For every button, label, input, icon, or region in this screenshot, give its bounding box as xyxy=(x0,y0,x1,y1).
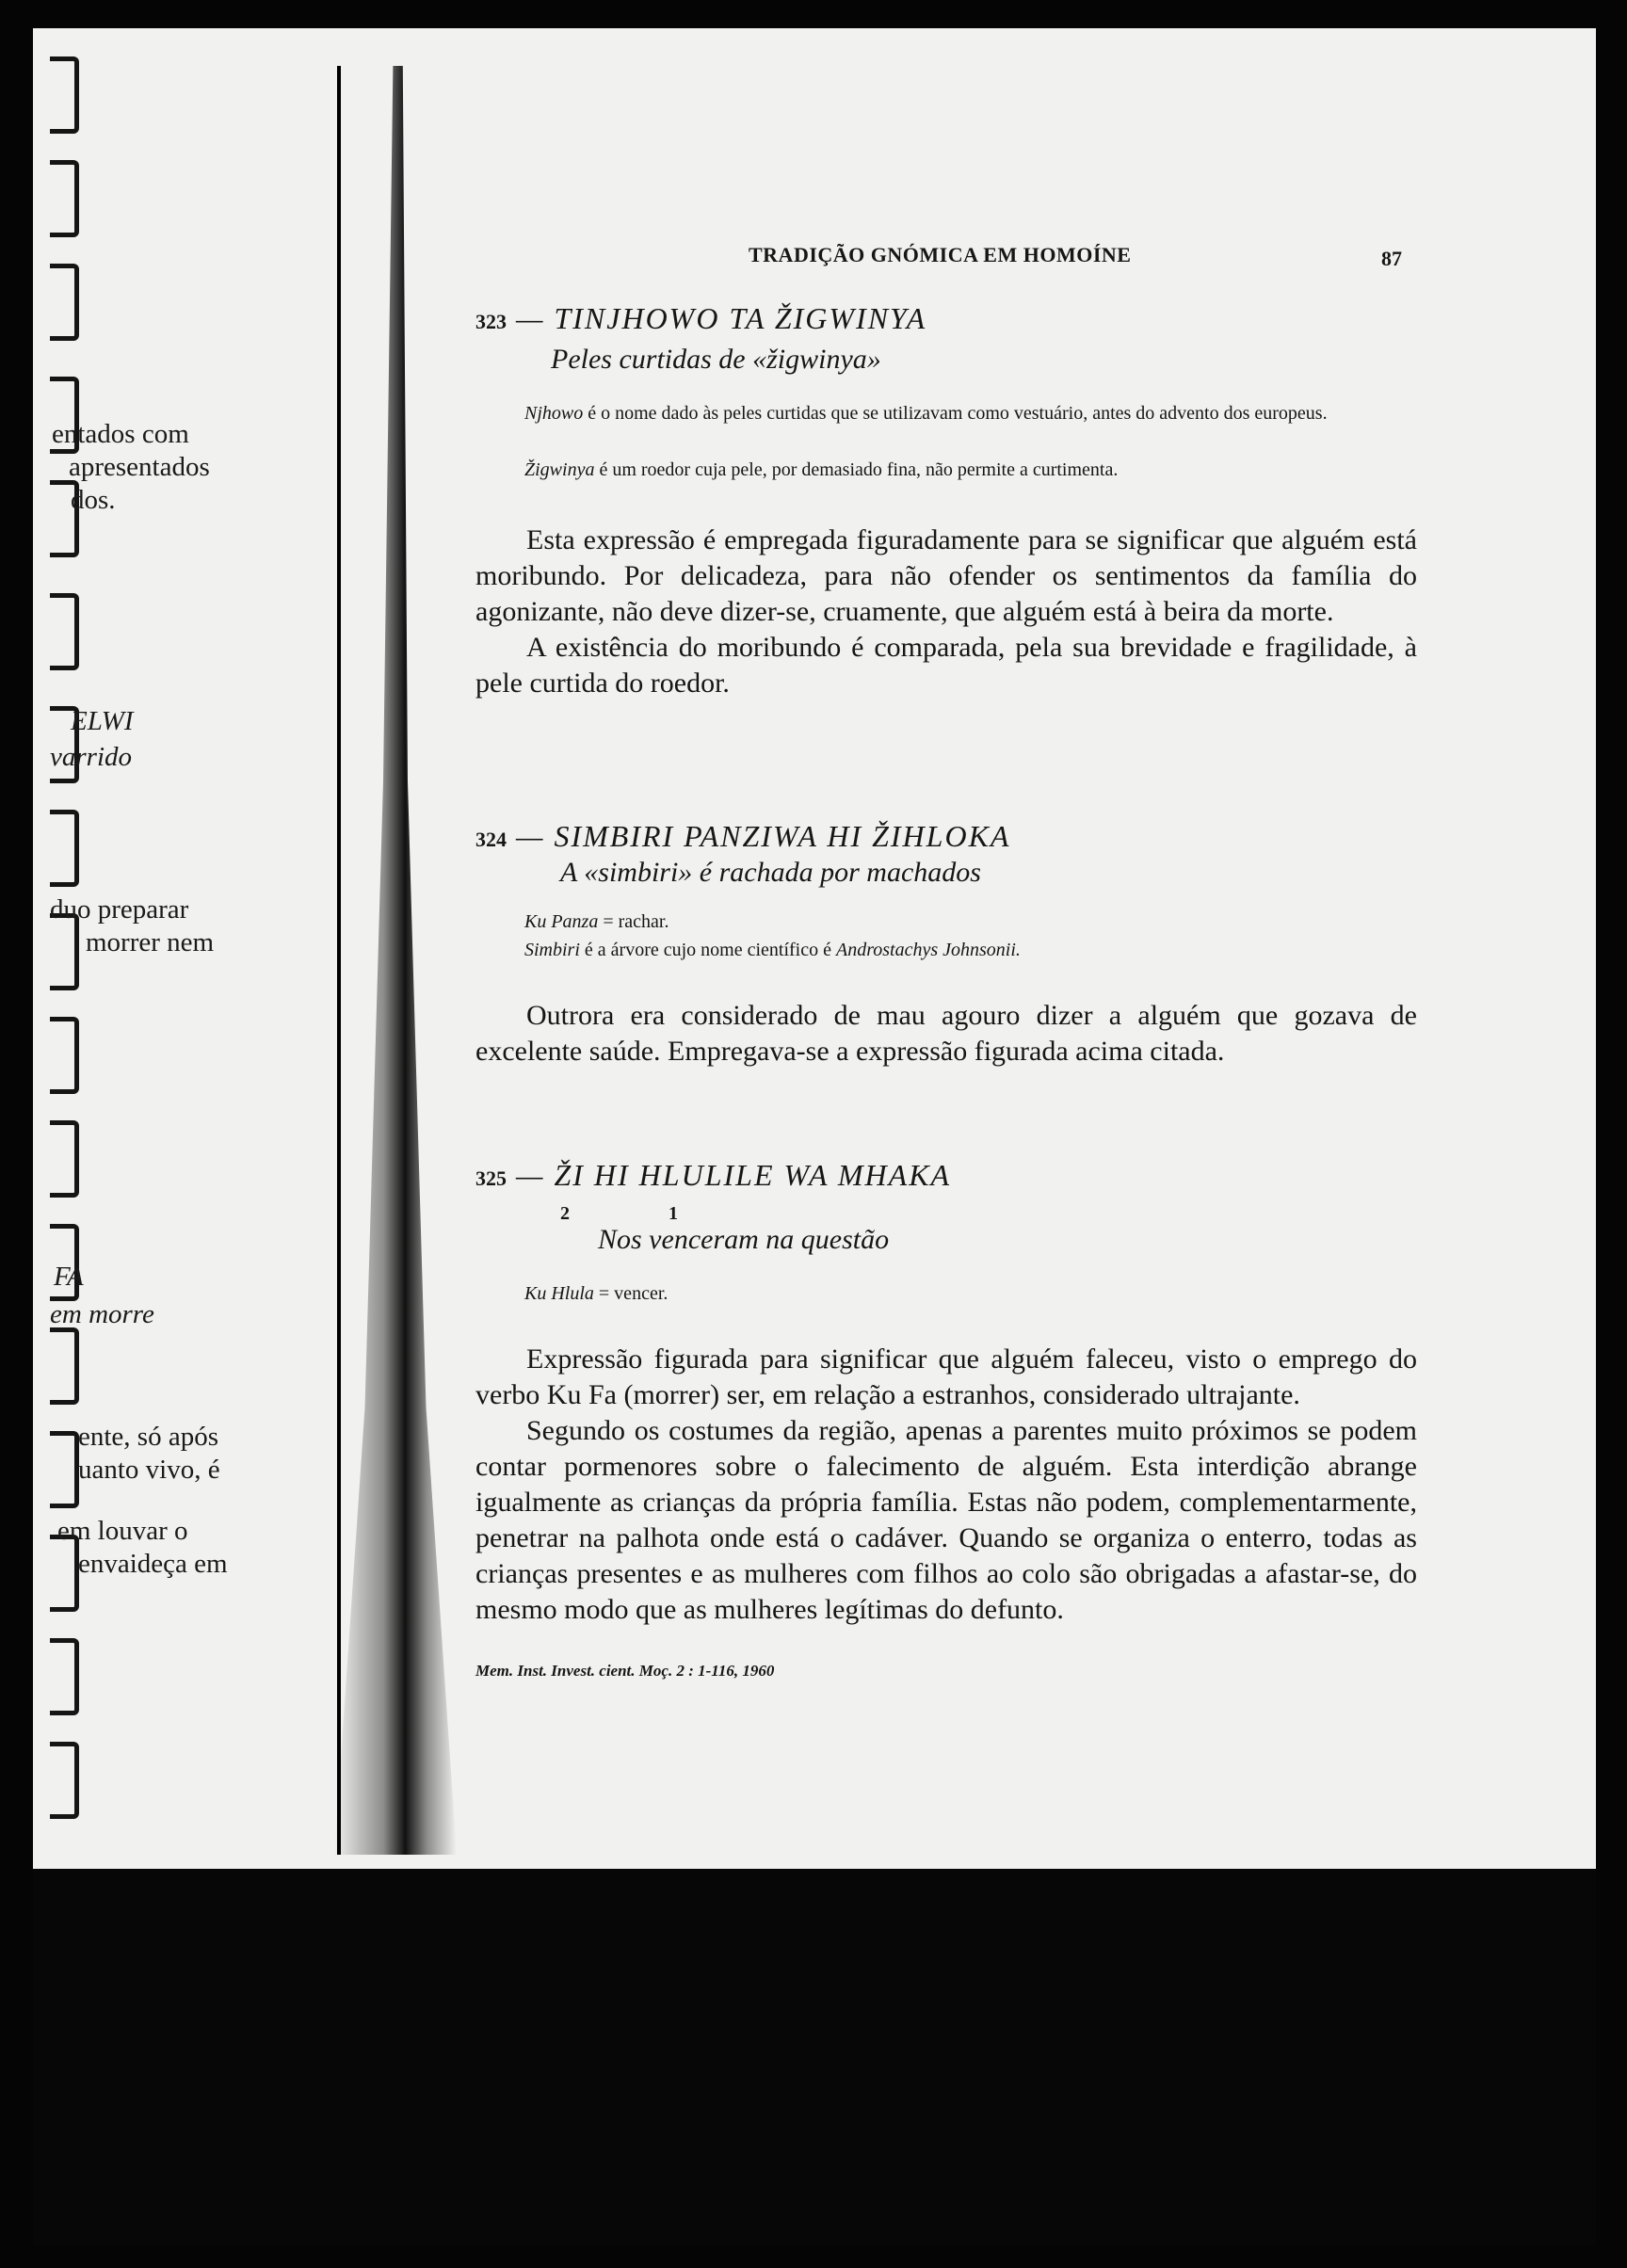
entry-325-translation: Nos venceram na questão xyxy=(598,1224,890,1255)
note-term: Ku Hlula xyxy=(524,1283,594,1304)
facing-text-line: FA xyxy=(54,1262,84,1292)
proverb-text: SIMBIRI PANZIWA HI ŽIHLOKA xyxy=(554,819,1011,853)
entry-323-translation: Peles curtidas de «žigwinya» xyxy=(551,344,881,375)
note-term: Ku Panza xyxy=(524,911,599,932)
note-text: é um roedor cuja pele, por demasiado fina, não permite a curtimenta. xyxy=(599,459,1119,480)
entry-325-title: 325 — ŽI HI HLULILE WA MHAKA xyxy=(475,1158,952,1192)
paragraph: Esta expressão é empregada figuradamente para se significar que alguém está moribundo. Por delicadeza, para não ofender os sentimentos da família do agonizante, não deve dizer-se, cruamente, que alguém está à beira da morte. xyxy=(475,524,1417,627)
entry-number: 325 xyxy=(475,1166,507,1190)
note-text: = rachar. xyxy=(603,911,669,932)
entry-324-translation: A «simbiri» é rachada por machados xyxy=(560,857,981,888)
paragraph: Expressão figurada para significar que alguém faleceu, visto o emprego do verbo Ku Fa (morrer) ser, em relação a estranhos, considerado ultrajante. xyxy=(475,1343,1417,1410)
note-scientific-name: Androstachys Johnsonii. xyxy=(836,940,1021,960)
note-term: Simbiri xyxy=(524,940,580,960)
facing-text-line: em morre xyxy=(50,1299,154,1329)
note-term: Žigwinya xyxy=(524,459,595,480)
entry-323-note-2 xyxy=(524,457,1410,483)
entry-323-body xyxy=(475,523,1417,701)
entry-325-note-1 xyxy=(524,1280,1410,1307)
facing-text-line: morrer nem xyxy=(86,927,215,957)
note-text: é o nome dado às peles curtidas que se utilizavam como vestuário, antes do advento dos europeus. xyxy=(588,403,1328,424)
entry-323-note-1 xyxy=(524,400,1410,426)
entry-324-note-2 xyxy=(524,937,1410,963)
facing-text-line: uanto vivo, é xyxy=(78,1455,220,1485)
paragraph: Outrora era considerado de mau agouro dizer a alguém que gozava de excelente saúde. Empregava-se a expressão figurada acima citada. xyxy=(475,1000,1417,1067)
facing-text-line: dos. xyxy=(71,485,116,515)
facing-text-line: entados com xyxy=(52,419,189,449)
paragraph: A existência do moribundo é comparada, pela sua brevidade e fragilidade, à pele curtida do roedor. xyxy=(475,632,1417,699)
proverb-text: TINJHOWO TA ŽIGWINYA xyxy=(554,301,927,335)
paragraph: Segundo os costumes da região, apenas a parentes muito próximos se podem contar pormenores sobre o falecimento de alguém. Esta interdição abrange igualmente as crianças da própria família. Estas não podem, complementarmente, penetrar na palhota onde está o cadáver. Quando se organiza o enterro, todas as crianças presentes e as mulheres com filhos ao colo são obrigadas a afastar-se, do mesmo modo que as mulheres legítimas do defunto. xyxy=(475,1415,1417,1625)
facing-text-line: duo preparar xyxy=(50,894,189,925)
note-term: Njhowo xyxy=(524,403,584,424)
word-order-mark: 2 xyxy=(560,1203,570,1224)
facing-text-line: varrido xyxy=(50,742,132,772)
facing-text-line: ente, só após xyxy=(78,1422,218,1452)
page-number: 87 xyxy=(1381,247,1402,270)
entry-325-body xyxy=(475,1342,1417,1628)
citation-footer: Mem. Inst. Invest. cient. Moç. 2 : 1-116, 1960 xyxy=(475,1662,775,1680)
book-spine-edge xyxy=(337,66,341,1855)
entry-324-title: 324 — SIMBIRI PANZIWA HI ŽIHLOKA xyxy=(475,819,1011,853)
entry-324-body xyxy=(475,998,1417,1070)
entry-number: 323 xyxy=(475,310,507,333)
word-order-mark: 1 xyxy=(669,1203,678,1224)
entry-number: 324 xyxy=(475,828,507,851)
scan-bottom-shadow xyxy=(33,1869,1596,2245)
proverb-text: ŽI HI HLULILE WA MHAKA xyxy=(554,1158,952,1192)
facing-text-line: envaideça em xyxy=(78,1549,228,1579)
facing-text-line: em louvar o xyxy=(57,1516,188,1546)
scanned-sheet xyxy=(33,28,1596,2245)
book-spine-shadow xyxy=(334,66,457,1855)
note-text: = vencer. xyxy=(598,1283,669,1304)
entry-324-note-1 xyxy=(524,909,1410,935)
entry-323-title: 323 — TINJHOWO TA ŽIGWINYA xyxy=(475,301,927,335)
running-header: TRADIÇÃO GNÓMICA EM HOMOÍNE xyxy=(749,243,1132,266)
note-text: é a árvore cujo nome científico é xyxy=(584,940,831,960)
facing-text-line: ELWI xyxy=(71,706,134,736)
facing-text-line: apresentados xyxy=(69,452,210,482)
